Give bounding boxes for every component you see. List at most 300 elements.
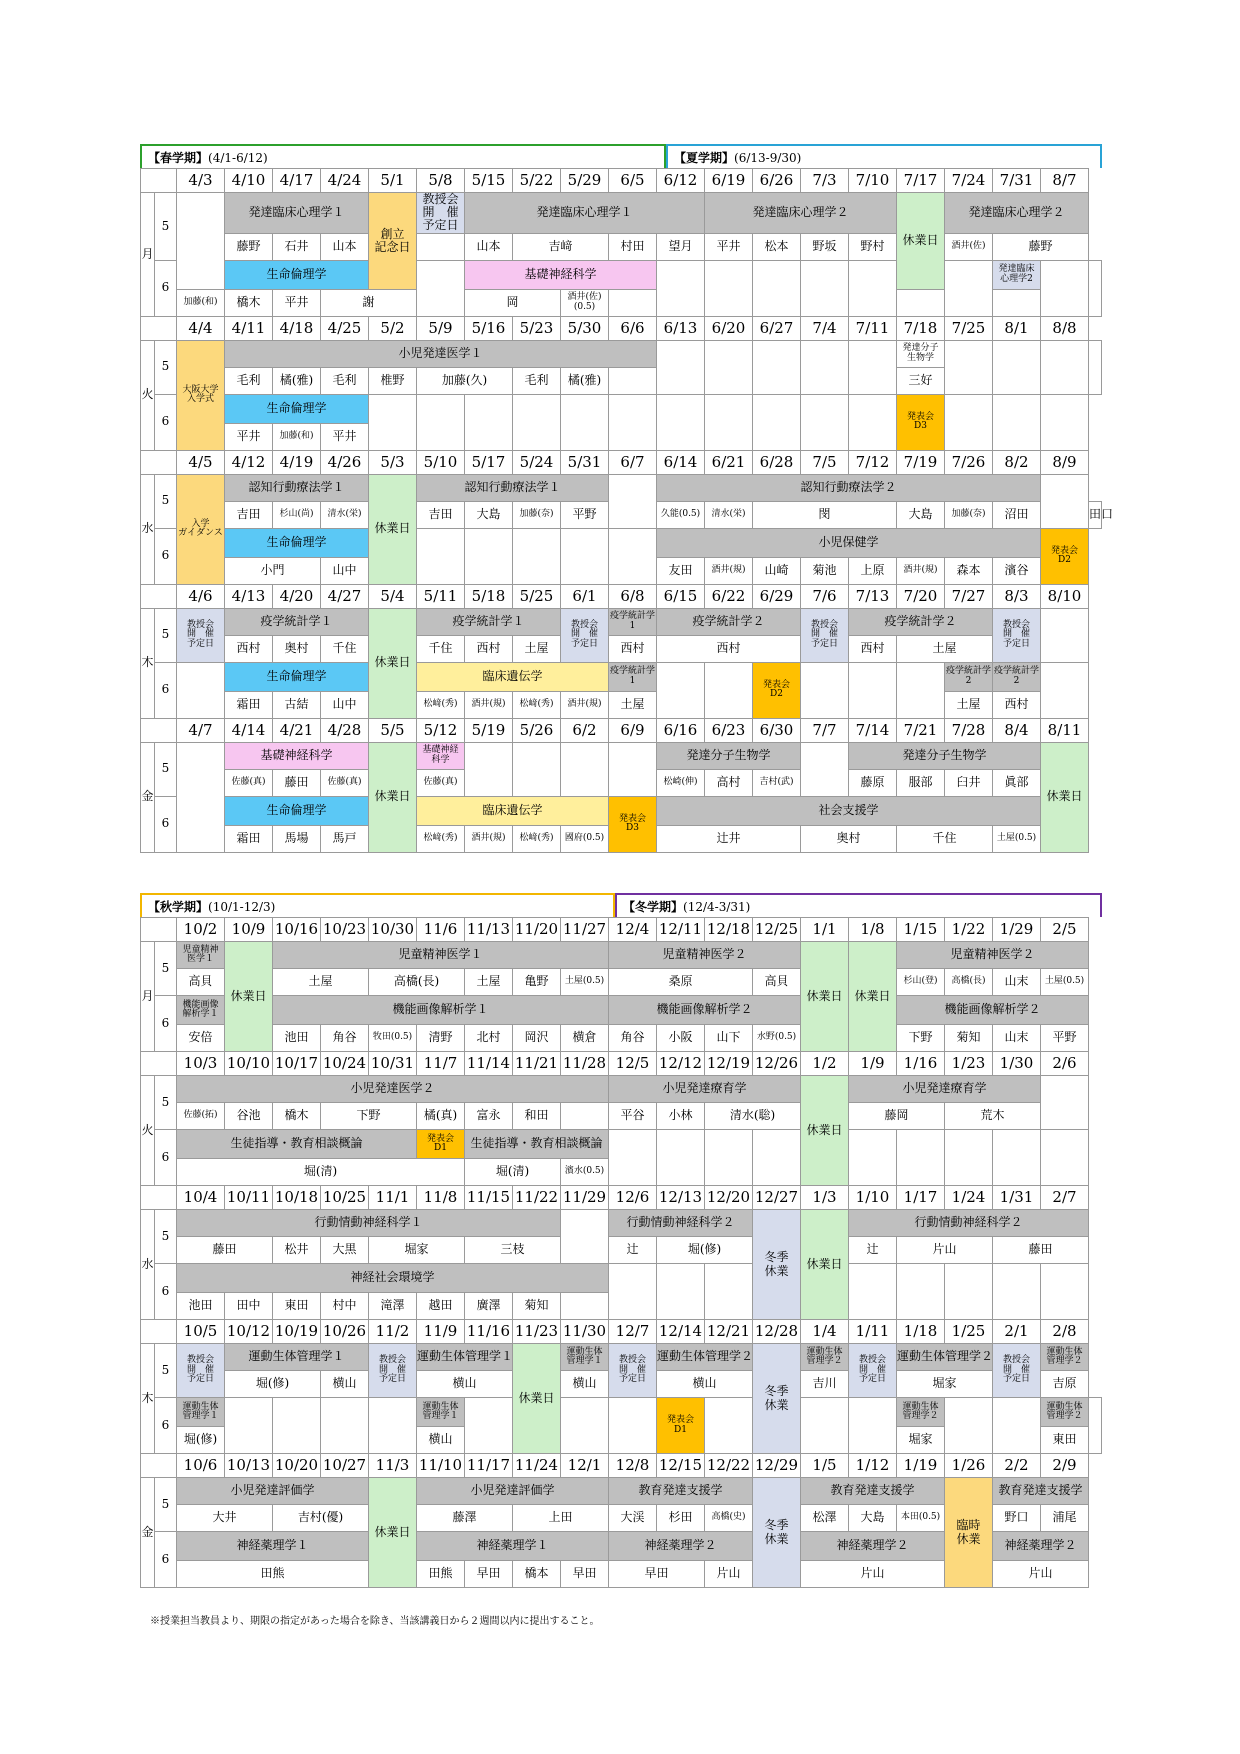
empty-cell (273, 1398, 321, 1454)
schedule-cell: 菊知 (945, 1025, 993, 1052)
schedule-cell: 西村 (465, 635, 513, 662)
course-cell: 臨床遺伝学 (417, 662, 609, 691)
date-cell: 6/20 (705, 316, 753, 340)
date-cell: 6/23 (705, 718, 753, 742)
schedule-cell: 田中 (225, 1293, 273, 1320)
period-row (141, 260, 1102, 289)
course-cell: 機能画像 解析学１ (177, 996, 225, 1025)
schedule-cell: 清野 (417, 1025, 465, 1052)
date-cell: 10/25 (321, 1186, 369, 1210)
date-cell: 1/29 (993, 918, 1041, 942)
schedule-cell: 発表会 D3 (897, 394, 945, 450)
schedule-cell: 創立 記念日 (369, 193, 417, 290)
schedule-cell: 西村 (993, 691, 1041, 718)
empty-cell (609, 367, 657, 394)
period-label: 5 (155, 1210, 177, 1264)
schedule-cell: 休業日 (849, 942, 897, 1052)
course-cell: 運動生体管理学２ (897, 1344, 993, 1371)
schedule-cell: 平井 (321, 423, 369, 450)
empty-cell (801, 742, 849, 796)
schedule-cell: 橋木 (225, 289, 273, 316)
date-cell: 11/21 (513, 1052, 561, 1076)
date-row-spacer (141, 718, 177, 742)
course-cell: 児童精神 医学１ (177, 942, 225, 969)
schedule-cell: 酒井(規) (705, 557, 753, 584)
schedule-cell: 濱水(0.5) (561, 1159, 609, 1186)
empty-cell (609, 1398, 657, 1454)
course-cell: 基礎神経科学 (225, 742, 369, 769)
date-cell: 6/26 (753, 169, 801, 193)
schedule-cell: 松崎(伸) (657, 769, 705, 796)
date-cell: 8/1 (993, 316, 1041, 340)
period-row (141, 662, 1102, 691)
schedule-cell: 村田 (609, 233, 657, 260)
period-label: 5 (155, 942, 177, 996)
date-cell: 1/18 (897, 1320, 945, 1344)
date-cell: 6/16 (657, 718, 705, 742)
schedule-cell: 横倉 (561, 1025, 609, 1052)
period-label: 6 (155, 1264, 177, 1320)
empty-cell (417, 233, 465, 260)
schedule-cell: 休業日 (369, 1478, 417, 1588)
date-cell: 5/3 (369, 450, 417, 474)
period-row (141, 474, 1102, 501)
empty-cell (369, 1398, 417, 1454)
schedule-cell: 荒木 (945, 1103, 1041, 1130)
date-cell: 1/15 (897, 918, 945, 942)
empty-cell (801, 394, 849, 450)
empty-cell (177, 193, 225, 290)
schedule-cell: 休業日 (1041, 742, 1089, 852)
schedule-cell: 教授会 開 催 予定日 (369, 1344, 417, 1398)
date-cell: 8/4 (993, 718, 1041, 742)
empty-cell (1041, 340, 1089, 394)
schedule-cell: 加藤(久) (417, 367, 513, 394)
empty-cell (657, 260, 705, 316)
schedule-cell: 霜田 (225, 825, 273, 852)
date-cell: 10/4 (177, 1186, 225, 1210)
date-cell: 7/27 (945, 584, 993, 608)
period-row (141, 996, 1102, 1025)
empty-cell (849, 340, 897, 394)
date-cell: 6/22 (705, 584, 753, 608)
schedule-cell: 望月 (657, 233, 705, 260)
empty-cell (945, 1264, 993, 1320)
schedule-cell: 土屋 (945, 691, 993, 718)
schedule-cell: 石井 (273, 233, 321, 260)
schedule-cell: 山崎 (753, 557, 801, 584)
date-cell: 6/27 (753, 316, 801, 340)
schedule-cell: 岡 (465, 289, 561, 316)
course-cell: 児童精神医学１ (273, 942, 609, 969)
date-cell: 11/24 (513, 1454, 561, 1478)
schedule-cell: 松﨑(秀) (513, 825, 561, 852)
day-label: 火 (141, 1076, 155, 1186)
schedule-cell: 藤岡 (849, 1103, 945, 1130)
date-cell: 5/24 (513, 450, 561, 474)
winter-header (615, 893, 1102, 917)
period-label: 6 (155, 394, 177, 450)
schedule-cell: 発表会 D1 (417, 1130, 465, 1159)
date-cell: 7/17 (897, 169, 945, 193)
date-cell: 12/15 (657, 1454, 705, 1478)
empty-cell (993, 1130, 1041, 1186)
course-cell: 発達臨床心理学１ (465, 193, 705, 234)
empty-cell (945, 340, 993, 394)
empty-cell (657, 340, 705, 394)
course-cell: 神経薬理学２ (609, 1532, 753, 1561)
date-row-spacer (141, 1052, 177, 1076)
schedule-cell: 山本 (321, 233, 369, 260)
date-cell: 10/10 (225, 1052, 273, 1076)
course-cell: 神経社会環境学 (177, 1264, 609, 1293)
schedule-cell: 横山 (321, 1371, 369, 1398)
date-cell: 10/24 (321, 1052, 369, 1076)
date-cell: 6/6 (609, 316, 657, 340)
course-cell: 運動生体 管理学１ (561, 1344, 609, 1371)
empty-cell (657, 662, 705, 718)
schedule-cell: 休業日 (513, 1344, 561, 1454)
schedule-cell: 片山 (705, 1561, 753, 1588)
date-cell: 7/28 (945, 718, 993, 742)
date-cell: 1/9 (849, 1052, 897, 1076)
period-row (141, 691, 1102, 718)
date-cell: 10/9 (225, 918, 273, 942)
date-cell: 7/18 (897, 316, 945, 340)
empty-cell (897, 662, 945, 718)
schedule-cell: 山末 (993, 969, 1041, 996)
period-row (141, 394, 1102, 423)
period-label: 6 (155, 662, 177, 718)
date-cell: 7/5 (801, 450, 849, 474)
schedule-cell: 安倍 (177, 1025, 225, 1052)
empty-cell (849, 1398, 897, 1454)
schedule-cell: 本田(0.5) (897, 1505, 945, 1532)
empty-cell (801, 340, 849, 394)
date-row-spacer (141, 316, 177, 340)
schedule-cell: 岡沢 (513, 1025, 561, 1052)
schedule-cell: 冬季 休業 (753, 1478, 801, 1588)
day-label: 木 (141, 608, 155, 718)
date-cell: 11/1 (369, 1186, 417, 1210)
course-cell: 生命倫理学 (225, 662, 369, 691)
schedule-cell: 野坂 (801, 233, 849, 260)
empty-cell (561, 1103, 609, 1130)
course-cell: 生命倫理学 (225, 528, 369, 557)
date-row (141, 1186, 1102, 1210)
date-cell: 2/2 (993, 1454, 1041, 1478)
date-cell: 12/1 (561, 1454, 609, 1478)
course-cell: 発達臨床心理学１ (225, 193, 369, 234)
schedule-cell: 佐藤(真) (225, 769, 273, 796)
course-cell: 社会支援学 (657, 796, 1041, 825)
period-row (141, 1025, 1102, 1052)
schedule-cell: 大阪大学 入学式 (177, 340, 225, 450)
schedule-cell: 臼井 (945, 769, 993, 796)
schedule-cell: 毛利 (321, 367, 369, 394)
empty-cell (849, 394, 897, 450)
empty-cell (609, 742, 657, 796)
schedule-cell: 教授会 開 催 予定日 (561, 608, 609, 662)
date-cell: 1/2 (801, 1052, 849, 1076)
schedule-cell: 大渓 (609, 1505, 657, 1532)
course-cell: 小児発達療育学 (849, 1076, 1041, 1103)
schedule-cell: 山中 (321, 557, 369, 584)
empty-cell (561, 394, 609, 450)
date-cell: 1/17 (897, 1186, 945, 1210)
schedule-cell: 西村 (225, 635, 273, 662)
course-cell: 発達臨床心理学２ (945, 193, 1089, 234)
date-cell: 11/29 (561, 1186, 609, 1210)
date-cell: 8/7 (1041, 169, 1089, 193)
date-cell: 10/11 (225, 1186, 273, 1210)
schedule-cell: 土屋(0.5) (561, 969, 609, 996)
schedule-cell: 臨時 休業 (945, 1478, 993, 1588)
schedule-cell: 吉村(優) (273, 1505, 369, 1532)
schedule-cell: 教授会 開 催 予定日 (993, 608, 1041, 662)
date-cell: 8/11 (1041, 718, 1089, 742)
date-cell: 1/5 (801, 1454, 849, 1478)
schedule-cell: 辻井 (657, 825, 801, 852)
period-row (141, 942, 1102, 969)
schedule-cell: 大井 (177, 1505, 273, 1532)
empty-cell (1041, 1264, 1089, 1320)
schedule-cell: 加藤(奈) (945, 501, 993, 528)
course-cell: 機能画像解析学２ (609, 996, 801, 1025)
schedule-cell: 山中 (321, 691, 369, 718)
course-cell: 運動生体管理学２ (657, 1344, 753, 1371)
schedule-cell: 堀(修) (225, 1371, 321, 1398)
date-cell: 10/20 (273, 1454, 321, 1478)
date-cell: 11/23 (513, 1320, 561, 1344)
schedule-cell: 北村 (465, 1025, 513, 1052)
empty-cell (1041, 1130, 1089, 1186)
empty-cell (705, 394, 753, 450)
date-cell: 10/6 (177, 1454, 225, 1478)
period-row (141, 1130, 1102, 1159)
schedule-cell: 角谷 (321, 1025, 369, 1052)
schedule-cell: 土屋 (609, 691, 657, 718)
empty-cell (993, 340, 1041, 394)
date-cell: 5/10 (417, 450, 465, 474)
schedule-cell: 橋本 (513, 1561, 561, 1588)
empty-cell (897, 1264, 945, 1320)
empty-cell (705, 662, 753, 718)
date-cell: 4/18 (273, 316, 321, 340)
course-cell: 基礎神経科学 (465, 260, 657, 289)
schedule-cell: 土屋 (465, 969, 513, 996)
empty-cell (561, 1398, 609, 1454)
date-row-spacer (141, 584, 177, 608)
date-row-spacer (141, 450, 177, 474)
date-cell: 6/14 (657, 450, 705, 474)
schedule-cell: 入学 ガイダンス (177, 474, 225, 584)
date-cell: 5/22 (513, 169, 561, 193)
schedule-cell: 菊池 (801, 557, 849, 584)
date-cell: 4/3 (177, 169, 225, 193)
date-cell: 7/3 (801, 169, 849, 193)
period-row (141, 969, 1102, 996)
course-cell: 教育発達支援学 (993, 1478, 1089, 1505)
period-row (141, 635, 1102, 662)
empty-cell (945, 394, 993, 450)
date-row (141, 450, 1102, 474)
spring-header (140, 144, 666, 168)
date-cell: 12/5 (609, 1052, 657, 1076)
date-cell: 7/10 (849, 169, 897, 193)
day-label: 水 (141, 1210, 155, 1320)
schedule-cell: 冬季 休業 (753, 1344, 801, 1454)
empty-cell (465, 1398, 513, 1454)
empty-cell (657, 1130, 705, 1186)
schedule-cell: 休業日 (225, 942, 273, 1052)
schedule-cell: 毛利 (513, 367, 561, 394)
empty-cell (1089, 1398, 1102, 1454)
date-cell: 10/19 (273, 1320, 321, 1344)
schedule-grid-1 (140, 168, 1114, 853)
schedule-cell: 眞部 (993, 769, 1041, 796)
schedule-cell: 片山 (993, 1561, 1089, 1588)
schedule-cell: 高橋(長) (945, 969, 993, 996)
schedule-cell: 教授会 開 催 予定日 (849, 1344, 897, 1398)
date-cell: 6/28 (753, 450, 801, 474)
date-cell: 12/18 (705, 918, 753, 942)
date-cell: 2/8 (1041, 1320, 1089, 1344)
empty-cell (1041, 260, 1089, 316)
date-cell: 11/10 (417, 1454, 465, 1478)
period-row (141, 1103, 1102, 1130)
schedule-cell: 土屋(0.5) (1041, 969, 1089, 996)
date-cell: 4/20 (273, 584, 321, 608)
schedule-cell: 小林 (657, 1103, 705, 1130)
date-cell: 5/17 (465, 450, 513, 474)
schedule-cell: 休業日 (369, 474, 417, 584)
date-cell: 2/5 (1041, 918, 1089, 942)
date-cell: 12/20 (705, 1186, 753, 1210)
date-cell: 8/9 (1041, 450, 1089, 474)
empty-cell (753, 1130, 801, 1186)
date-cell: 6/8 (609, 584, 657, 608)
date-cell: 1/19 (897, 1454, 945, 1478)
schedule-cell: 土屋(0.5) (993, 825, 1041, 852)
schedule-cell: 高貝 (177, 969, 225, 996)
schedule-cell: 発表会 D2 (1041, 528, 1089, 584)
date-row (141, 584, 1102, 608)
empty-cell (177, 742, 225, 852)
schedule-cell: 発達分子 生物学 (897, 340, 945, 367)
winter-title: 【冬学期】 (623, 900, 684, 914)
schedule-cell: 杉山(登) (897, 969, 945, 996)
course-cell: 運動生体管理学１ (225, 1344, 369, 1371)
date-cell: 1/4 (801, 1320, 849, 1344)
course-cell: 疫学統計学 2 (993, 662, 1041, 691)
schedule-cell: 村中 (321, 1293, 369, 1320)
course-cell: 小児発達療育学 (609, 1076, 801, 1103)
date-cell: 4/25 (321, 316, 369, 340)
schedule-cell: 松澤 (801, 1505, 849, 1532)
schedule-cell: 田熊 (177, 1561, 369, 1588)
schedule-cell: 大島 (465, 501, 513, 528)
schedule-cell: 辻 (609, 1237, 657, 1264)
schedule-cell: 山本 (465, 233, 513, 260)
empty-cell (417, 260, 465, 316)
date-cell: 1/1 (801, 918, 849, 942)
day-label: 水 (141, 474, 155, 584)
schedule-cell: 横山 (657, 1371, 753, 1398)
course-cell: 認知行動療法学２ (657, 474, 1041, 501)
schedule-cell: 古結 (273, 691, 321, 718)
date-cell: 8/2 (993, 450, 1041, 474)
date-row-spacer (141, 918, 177, 942)
schedule-cell: 東田 (273, 1293, 321, 1320)
empty-cell (897, 1130, 945, 1186)
schedule-cell: 早田 (561, 1561, 609, 1588)
schedule-cell: 服部 (897, 769, 945, 796)
schedule-cell: 酒井(規) (465, 825, 513, 852)
day-label: 金 (141, 742, 155, 852)
date-cell: 11/28 (561, 1052, 609, 1076)
date-cell: 6/15 (657, 584, 705, 608)
empty-cell (849, 662, 897, 718)
date-cell: 5/15 (465, 169, 513, 193)
period-label: 6 (155, 1532, 177, 1588)
schedule-cell: 土屋 (273, 969, 369, 996)
day-label: 木 (141, 1344, 155, 1454)
course-cell: 運動生体 管理学２ (1041, 1398, 1089, 1427)
date-cell: 11/20 (513, 918, 561, 942)
date-cell: 11/2 (369, 1320, 417, 1344)
empty-cell (561, 528, 609, 584)
period-label: 6 (155, 1130, 177, 1186)
empty-cell (945, 1130, 993, 1186)
schedule-cell: 発表会 D1 (657, 1398, 705, 1454)
schedule-cell: 藤野 (225, 233, 273, 260)
schedule-cell: 発達臨床 心理学2 (993, 260, 1041, 289)
schedule-cell: 土屋 (897, 635, 993, 662)
schedule-cell: 松本 (753, 233, 801, 260)
date-cell: 5/8 (417, 169, 465, 193)
schedule-cell: 高橋(史) (705, 1505, 753, 1532)
period-row (141, 193, 1102, 234)
date-cell: 7/31 (993, 169, 1041, 193)
date-cell: 4/6 (177, 584, 225, 608)
date-cell: 11/7 (417, 1052, 465, 1076)
date-cell: 12/6 (609, 1186, 657, 1210)
date-cell: 12/26 (753, 1052, 801, 1076)
schedule-cell: 教授会 開 催 予定日 (177, 1344, 225, 1398)
schedule-cell: 久能(0.5) (657, 501, 705, 528)
date-cell: 4/10 (225, 169, 273, 193)
date-cell: 10/12 (225, 1320, 273, 1344)
schedule-cell: 大黒 (321, 1237, 369, 1264)
date-cell: 12/8 (609, 1454, 657, 1478)
date-cell: 12/21 (705, 1320, 753, 1344)
date-cell: 12/12 (657, 1052, 705, 1076)
schedule-cell: 浦尾 (1041, 1505, 1089, 1532)
schedule-cell: 山下 (705, 1025, 753, 1052)
autumn-range: (10/1-12/3) (208, 900, 276, 914)
date-cell: 4/26 (321, 450, 369, 474)
schedule-cell: 大島 (849, 1505, 897, 1532)
date-cell: 12/29 (753, 1454, 801, 1478)
date-cell: 12/22 (705, 1454, 753, 1478)
empty-cell (225, 1398, 273, 1454)
course-cell: 小児発達評価学 (177, 1478, 369, 1505)
date-cell: 4/19 (273, 450, 321, 474)
schedule-cell: 清水(栄) (321, 501, 369, 528)
period-row (141, 1344, 1102, 1371)
date-cell: 6/19 (705, 169, 753, 193)
